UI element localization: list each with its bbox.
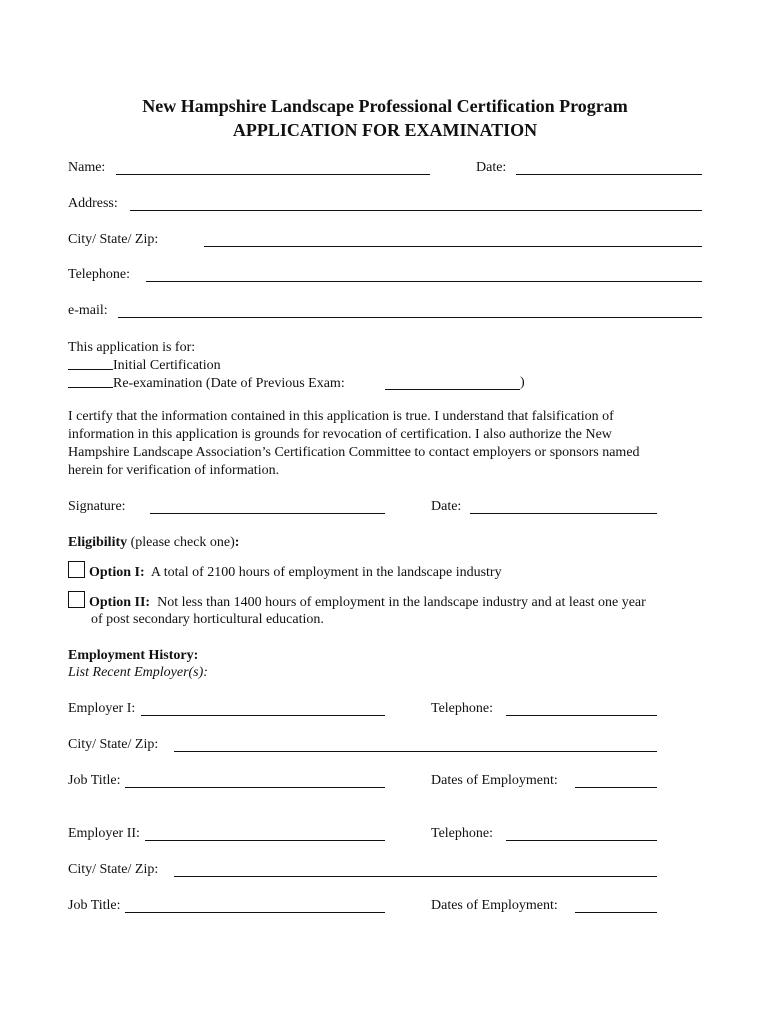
name-label: Name: (68, 160, 106, 175)
option2-text: Not less than 1400 hours of employment in the landscape industry and at least one year (157, 595, 646, 610)
employer1-telephone-label: Telephone: (431, 701, 493, 716)
option2-checkbox[interactable] (68, 591, 85, 608)
employer2-job-label: Job Title: (68, 898, 121, 913)
telephone-label: Telephone: (68, 267, 130, 282)
application-for-intro: This application is for: (68, 340, 196, 355)
employer2-field[interactable] (145, 840, 385, 841)
employer1-city-row (0, 735, 770, 755)
certification-statement (68, 408, 708, 480)
signature-field[interactable] (150, 513, 385, 514)
statement-line: I certify that the information contained in this application is true. I understand that falsification of (68, 409, 614, 424)
eligibility-note: (please check one) (127, 535, 235, 550)
option2-row (68, 591, 708, 611)
employer1-telephone-field[interactable] (506, 715, 657, 716)
employer1-dates-field[interactable] (575, 787, 657, 788)
address-label: Address: (68, 196, 118, 211)
employer2-telephone-label: Telephone: (431, 826, 493, 841)
form-title-line2: APPLICATION FOR EXAMINATION (232, 120, 538, 140)
employer1-job-field[interactable] (125, 787, 385, 788)
employer1-job-label: Job Title: (68, 773, 121, 788)
option2-label: Option II: (89, 595, 151, 610)
date-label: Date: (476, 160, 507, 175)
reexam-row (0, 373, 770, 393)
city-row (0, 230, 770, 250)
city-label: City/ State/ Zip: (68, 232, 159, 247)
employer1-city-label: City/ State/ Zip: (68, 737, 159, 752)
option1-row (68, 561, 708, 581)
employer1-row (0, 699, 770, 719)
employer1-job-row (0, 771, 770, 791)
employer2-job-row (0, 896, 770, 916)
email-field[interactable] (118, 317, 702, 318)
name-field[interactable] (116, 174, 430, 175)
initial-cert-row (68, 355, 708, 375)
initial-cert-blank[interactable] (68, 355, 113, 370)
city-field[interactable] (204, 246, 702, 247)
employer2-city-field[interactable] (174, 876, 657, 877)
option1-checkbox[interactable] (68, 561, 85, 578)
statement-line: herein for verification of information. (68, 463, 280, 478)
telephone-row (0, 265, 770, 285)
eligibility-heading (68, 533, 239, 553)
date-field[interactable] (516, 174, 702, 175)
option2-row-cont: of post secondary horticultural education. (91, 612, 324, 627)
employer2-city-row (0, 860, 770, 880)
option1-label: Option I: (89, 565, 145, 580)
signature-date-label: Date: (431, 499, 462, 514)
signature-date-field[interactable] (470, 513, 657, 514)
employer2-label: Employer II: (68, 826, 140, 841)
address-field[interactable] (130, 210, 702, 211)
option1-text: A total of 2100 hours of employment in the landscape industry (150, 565, 502, 580)
employer1-label: Employer I: (68, 701, 136, 716)
reexam-label: Re-examination (Date of Previous Exam: (113, 376, 345, 391)
telephone-field[interactable] (146, 281, 702, 282)
employment-heading: Employment History: (68, 648, 199, 663)
reexam-close-paren: ) (520, 375, 525, 390)
employer2-city-label: City/ State/ Zip: (68, 862, 159, 877)
email-label: e-mail: (68, 303, 108, 318)
eligibility-heading-label: Eligibility (68, 535, 128, 550)
reexam-blank[interactable] (68, 373, 113, 388)
employer2-dates-label: Dates of Employment: (431, 898, 558, 913)
employer2-row (0, 824, 770, 844)
employer1-dates-label: Dates of Employment: (431, 773, 558, 788)
employer2-job-field[interactable] (125, 912, 385, 913)
employer1-field[interactable] (141, 715, 385, 716)
signature-row (0, 497, 770, 517)
name-row (0, 158, 770, 178)
employment-subheading: List Recent Employer(s): (68, 665, 208, 680)
address-row (0, 194, 770, 214)
reexam-label-wrap (68, 373, 345, 394)
employer1-city-field[interactable] (174, 751, 657, 752)
employer2-dates-field[interactable] (575, 912, 657, 913)
statement-line: information in this application is grounds for revocation of certification. I also authorize the New (68, 427, 612, 442)
statement-line: Hampshire Landscape Association’s Certification Committee to contact employers or sponsors named (68, 445, 640, 460)
initial-cert-label: Initial Certification (113, 358, 221, 373)
form-title-line1: New Hampshire Landscape Professional Certification Program (142, 96, 628, 116)
signature-label: Signature: (68, 499, 126, 514)
previous-exam-date-field[interactable] (385, 389, 520, 390)
employer2-telephone-field[interactable] (506, 840, 657, 841)
eligibility-colon: : (234, 535, 240, 550)
email-row (0, 301, 770, 321)
